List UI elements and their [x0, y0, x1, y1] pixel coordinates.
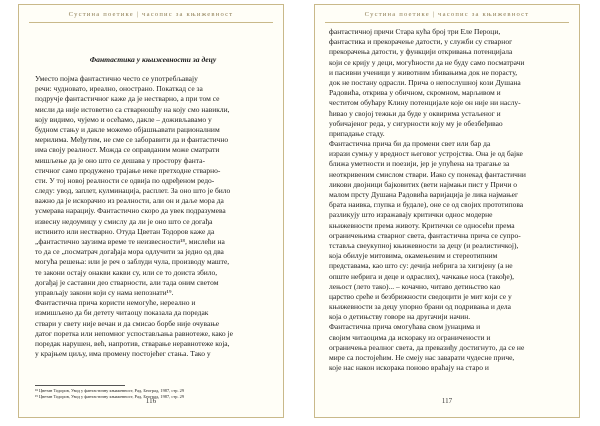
header-rule: [29, 22, 273, 23]
text-line: које нас након искорака поново враћају на старо и: [329, 363, 489, 373]
text-line: док не постану одрасли. Прича о непослушној кози Душана: [329, 77, 521, 87]
text-line: следу: увод, заплет, кулминација, расплет. За оно што је било: [35, 186, 231, 196]
text-line: речи: чудновато, ирeално, онострано. Покаткад се за: [35, 84, 203, 94]
text-line: честитом обућару Клину потенцијале које он није ни наслу-: [329, 98, 521, 108]
text-line: која о детињству говоре на другачији начин.: [329, 312, 471, 322]
text-line: која обилује митовима, окамењеним и стереотипним: [329, 251, 498, 261]
text-line: ограничења реалног света, да превазиђу достигнуто, да се не: [329, 342, 525, 352]
text-line: у крајњем циљу, има промену постојећег стања. Тако у: [35, 349, 211, 359]
text-line: мерилима. Међутим, не смe се заборавити да и фантастично: [35, 135, 229, 145]
text-line: уобичајеног реда, у сигурности коју му је обезбеђивао: [329, 118, 503, 128]
text-line: својим читаоцима да искораку из ограничености и: [329, 332, 491, 342]
running-head: Сустина поетике | часопис за књижевност: [364, 11, 530, 18]
text-line: фантастика и прекорачење датости, у служби су стварног: [329, 37, 513, 47]
page-number: 117: [441, 397, 453, 405]
page-number: 116: [145, 397, 157, 405]
text-line: брата наивка, глупка и будале), оне се од својих прототипова: [329, 200, 524, 210]
left-body-text: [35, 74, 271, 359]
text-line: коју видимо, чујемо и осећамо, дакле – доживљавамо у: [35, 114, 212, 124]
text-line: то да се „посматрач догађаја мора одлучити за једно од два: [35, 247, 224, 257]
text-line: ближа уметности и поезији, јер је упућена на трагање за: [329, 159, 510, 169]
text-line: те закони остају онакви какви су, или се то доиста збило,: [35, 267, 218, 277]
text-line: важно да је искорачио из реалности, али он и даље мора да: [35, 196, 224, 206]
section-title: Фантастика у књижевности за децу: [89, 55, 217, 64]
running-head: Сустина поетике | часопис за књижевност: [68, 11, 234, 18]
footnote: ¹⁹ Цветан Тодоров, Увод у фантастичну књижевност, Рад, Београд, 1987, стр. 29: [35, 394, 185, 400]
text-line: управљају закони који су нама непознати¹⁹.: [35, 287, 174, 297]
footnote: ¹⁸ Цветан Тодоров, Увод у фантастичну књижевност, Рад, Београд, 1987, стр. 29: [35, 388, 185, 393]
right-page: [314, 4, 580, 418]
text-line: лењост (лето тако)... – кочачно, читаво детињство као: [329, 281, 501, 291]
text-line: ћивао у својој тежњи да буде у оквирима устаљеног и: [329, 108, 501, 118]
left-text-block: [35, 31, 271, 359]
text-line: ствари у свету није вечан и да смисао борбе није очување: [35, 318, 220, 328]
header-rule: [325, 22, 569, 23]
text-line: истинито или нестварно. Отуда Цветан Тодоров каже да: [35, 226, 215, 236]
text-line: Фантастична прича користи немогуће, нереално и: [35, 298, 196, 308]
text-line: има своју реалност. Мождa се оправдaним може сматрати: [35, 145, 220, 155]
left-page: [18, 4, 284, 418]
text-line: догађај је саставни део стварности, али тада оним светом: [35, 277, 219, 287]
text-line: сти. У тој новој реалности се одвија по одређеном редо-: [35, 175, 215, 185]
text-line: Уместо појма фантастично често се употребљавају: [35, 74, 198, 83]
right-text-block: [329, 27, 565, 373]
text-line: стичног само продужено трајање неке претходне стварно-: [35, 165, 221, 175]
text-line: „фантастично заузима време те неизвесности¹⁸, мислећи на: [35, 237, 225, 246]
text-line: царство среће и безбрижности сведоцити је мит који се у: [329, 291, 512, 301]
text-line: опште небрига и деце и одраслих), чачкање носа (такође),: [329, 271, 515, 281]
text-line: ограничењима стварног света, фантастична прича се супро-: [329, 230, 521, 240]
text-line: који се крију у деци, могућности да не буду само посматрачи: [329, 57, 525, 67]
text-line: књижевности према животу. Критички се односећи према: [329, 220, 515, 230]
text-line: измишљено да би детету читаоцу показала да поредак: [35, 308, 209, 318]
text-line: извесну недоумицу у смислу да ли је оно што се догађа: [35, 216, 213, 226]
text-line: будном стању и дакле можемо објашњавати рационалним: [35, 124, 220, 134]
text-line: књижевности за децу упорно брани од подривања и дела: [329, 302, 511, 312]
text-line: и пасивни ученици у животним збивањима док не порасту,: [329, 67, 518, 77]
text-line: Радовића, открива у обичном, скромном, марљивом и: [329, 88, 501, 98]
text-line: мисли да није истоветно са стварношћу на коју смо навикли,: [35, 104, 230, 114]
text-line: изрази сумњу у вредност његовог устројства. Она је од бајке: [329, 149, 523, 159]
text-line: разликују што изражавају критички однос модерне: [329, 210, 493, 220]
text-line: датог поретка или непомног успостављања равнотеже, како је: [35, 328, 233, 338]
text-line: фантастичној причи Стара кућа број три Еле Пероци,: [329, 27, 501, 36]
text-line: мире са постојећим. Не смеју нас заварати чудесне приче,: [329, 353, 515, 362]
text-line: представама, као што су: дечија небрига за хигијену (а не: [329, 261, 513, 271]
text-line: неоткривеним смислом ствари. Иако су понекад фантастични: [329, 169, 526, 179]
footnote-rule: [35, 385, 125, 386]
text-line: припадање стаду.: [329, 128, 385, 138]
text-line: прекорачења датости, у функцији откривања потенцијала: [329, 47, 513, 57]
text-line: Фантастична прича би да промени свет или бар да: [329, 139, 491, 149]
text-line: Фантастична прича омогућава свом јунацима и: [329, 322, 481, 332]
text-line: подручје фантастичног каже да је нестварно, а при том се: [35, 94, 220, 104]
right-body-text: [329, 27, 565, 373]
text-line: могућа решења: или је реч о заблуди чула, производу маште,: [35, 257, 230, 267]
text-line: малом прсту Душана Радовића варијација је лика најмањег: [329, 190, 519, 199]
text-line: мишљење да је оно што се дешава у простору фанта-: [35, 155, 205, 165]
text-line: усмерава нарацију. Фантастично скоро да увек подразумева: [35, 206, 226, 216]
text-line: ликови двојници бајковитих (вети најмањи пист у Причи о: [329, 179, 517, 189]
text-line: тстављa свеукупној књижевности за децу (и реалистичкој),: [329, 240, 519, 250]
text-line: поредак нарушен, већ, напротив, стварање неравнотеже која,: [35, 338, 230, 348]
